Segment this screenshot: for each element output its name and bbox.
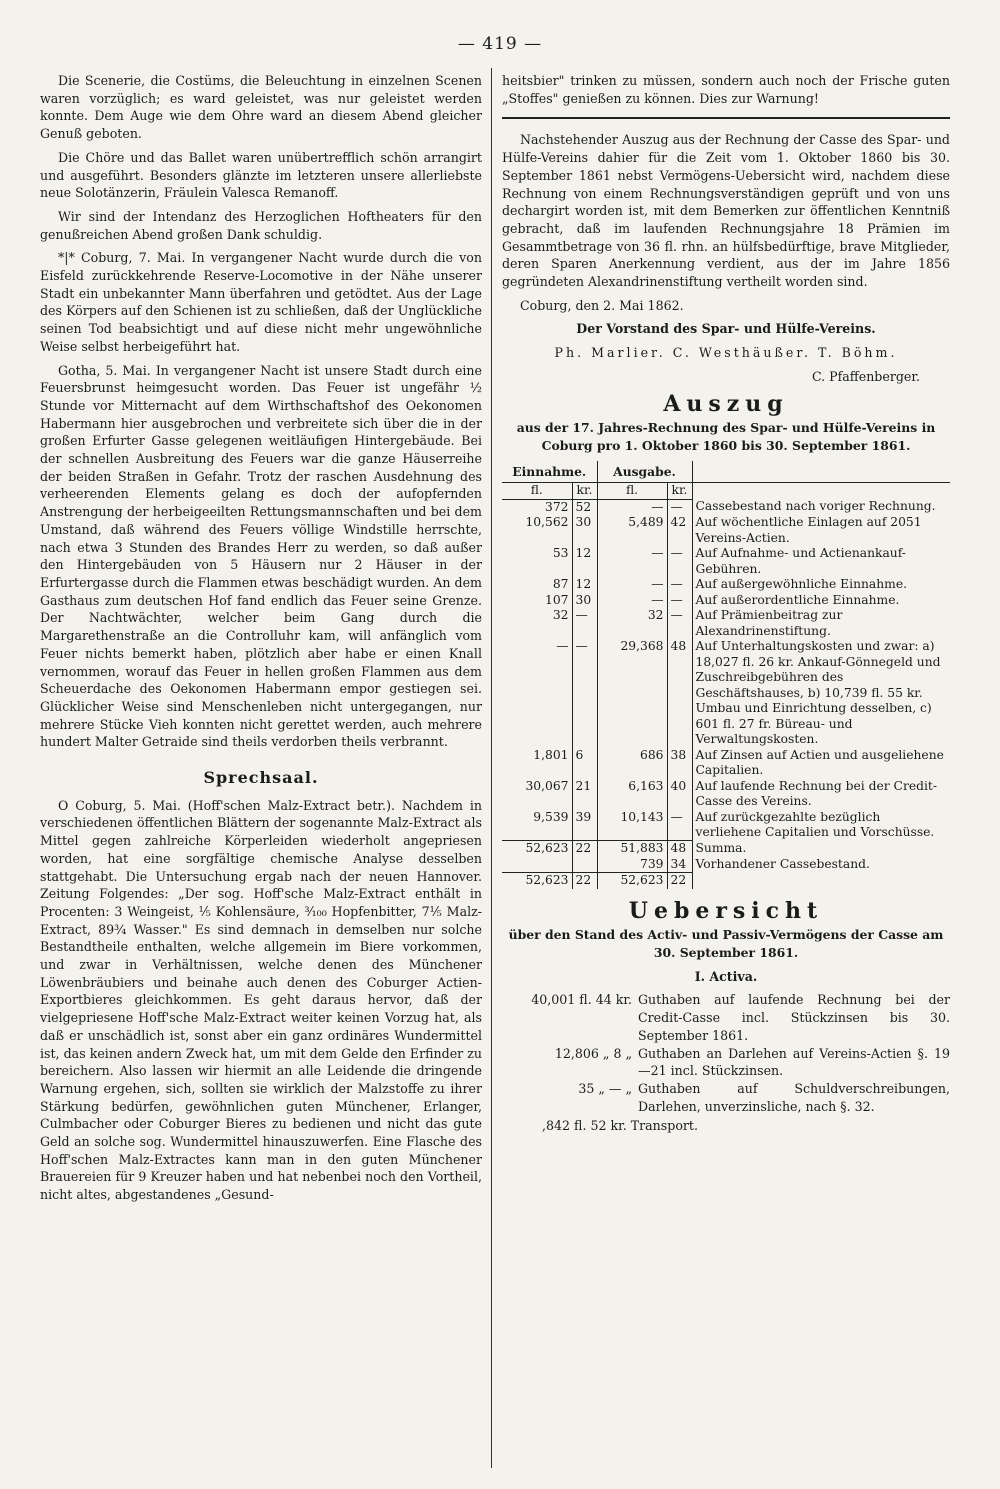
cell-ausgabe-kr: — xyxy=(667,499,692,515)
table-row xyxy=(502,779,950,810)
cell-ausgabe-fl: — xyxy=(597,593,667,609)
cell-ausgabe-kr: — xyxy=(667,546,692,577)
table-body xyxy=(502,499,950,841)
bestand-kr: 34 xyxy=(667,857,692,873)
cell-ausgabe-fl: 686 xyxy=(597,748,667,779)
cell-einnahme-kr: 52 xyxy=(572,499,597,515)
activa-title: I. Activa. xyxy=(694,968,758,984)
cell-description: Cassebestand nach voriger Rechnung. xyxy=(695,499,936,514)
cell-ausgabe-kr: — xyxy=(667,810,692,841)
cell-ausgabe-fl: — xyxy=(597,577,667,593)
activa-amount: 35 „ — „ xyxy=(578,1080,632,1096)
cell-ausgabe-kr: 48 xyxy=(667,639,692,748)
table-row-sum xyxy=(502,841,950,857)
board-title: Der Vorstand des Spar- und Hülfe-Vereins. xyxy=(576,321,876,337)
malz-extract-paragraph: O Coburg, 5. Mai. (Hoff'schen Malz-Extract betr.). Nachdem in verschiedenen öffentlichen Blättern der sogenannte Malz-Extract als Mittel gegen zahlreiche Körperleiden wiederholt angepriesen worden, hat eine sorgfältige chemische Analyse desselben stattgehabt. Die Untersuchung ergab nach der neuen Hannover. Zeitung Folgendes: „Der sog. Hoff'sche Malz-Extract enthält in Procenten: 3 Weingeist, ⅕ Kohlensäure, ³⁄₁₀₀ Hopfenbitter, 7⅕ Malz-Extract, 89¾ Wasser." Es sind demnach in demselben nur solche Bestandtheile enthalten, welche allgemein im Biere vorkommen, und zwar in Verhältnissen, welche denen des Münchener Löwenbräubiers und beinahe auch denen des Coburger Actien-Exportbieres gleichkommen. Es geht daraus hervor, daß der vielgepriesene Hoff'sche Malz-Extract weiter keinen Vorzug hat, als daß er unschädlich ist, sonst aber ein ganz ordinäres Wundermittel ist, das keinen andern Zweck hat, um mit dem Gelde den Erfinder zu bereichern. Also lassen wir hiermit an alle Leidende die dringende Warnung ergehen, sich, sollten sie wirklich der Malzstoffe zu ihrer Stärkung bedürfen, gewöhnlichen guten Münchener, Erlanger, Culmbacher oder Coburger Bieres zu bedienen und nicht das gute Geld an solche sog. Wundermittel hinauszuwerfen. Eine Flasche des Hoff'schen Malz-Extractes kann man in den guten Münchener Brauereien für 9 Kreuzer haben und hat nebenbei noch den Vortheil, nicht altes, abgestandenes „Gesund- xyxy=(40,797,482,1203)
cell-einnahme-kr: 12 xyxy=(572,546,597,577)
cell-einnahme-fl: 1,801 xyxy=(502,748,572,779)
unit-kr: kr. xyxy=(667,483,692,500)
sum-label: Summa. xyxy=(695,840,747,855)
cell-einnahme-fl: 107 xyxy=(502,593,572,609)
auszug-subtitle: aus der 17. Jahres-Rechnung des Spar- und Hülfe-Vereins in Coburg pro 1. Oktober 1860 bis 30. September 1861. xyxy=(516,420,936,453)
cell-einnahme-fl: 32 xyxy=(502,608,572,639)
cell-description: Auf Prämienbeitrag zur Alexandrinenstiftung. xyxy=(695,608,843,638)
coburg-news-paragraph: *|* Coburg, 7. Mai. In vergangener Nacht wurde durch die von Eisfeld zurückkehrende Reserve-Locomotive in der Nähe unserer Stadt ein unbekannter Mann überfahren und getödtet. Aus der Lage des Körpers auf den Schienen ist zu schließen, daß der Unglückliche seinen Tod beabsichtigt und auf diese nicht mehr ungewöhnliche Weise selbst herbeigeführt hat. xyxy=(40,250,482,354)
right-column xyxy=(502,72,950,1141)
table-row xyxy=(502,608,950,639)
unit-kr: kr. xyxy=(572,483,597,500)
header-description xyxy=(692,461,950,483)
cell-description: Auf Aufnahme- und Actienankauf-Gebühren. xyxy=(695,546,906,576)
header-einnahme: Einnahme. xyxy=(502,461,597,483)
table-row xyxy=(502,515,950,546)
activa-list xyxy=(502,991,950,1115)
table-row xyxy=(502,810,950,841)
finance-table xyxy=(502,461,950,889)
header-ausgabe: Ausgabe. xyxy=(597,461,692,483)
sum-einnahme-fl: 52,623 xyxy=(502,841,572,857)
cell-description: Auf zurückgezahlte bezüglich verliehene Capitalien und Vorschüsse. xyxy=(695,809,935,840)
unit-fl: fl. xyxy=(597,483,667,500)
cell-einnahme-fl: 87 xyxy=(502,577,572,593)
cell-ausgabe-kr: — xyxy=(667,608,692,639)
activa-text: Guthaben an Darlehen auf Vereins-Actien §. 19—21 incl. Stückzinsen. xyxy=(638,1045,950,1079)
total-einnahme-fl: 52,623 xyxy=(502,873,572,889)
cell-ausgabe-kr: — xyxy=(667,577,692,593)
table-row xyxy=(502,499,950,515)
cell-ausgabe-fl: 32 xyxy=(597,608,667,639)
total-einnahme-kr: 22 xyxy=(572,873,597,889)
cell-ausgabe-fl: — xyxy=(597,499,667,515)
cell-einnahme-kr: 21 xyxy=(572,779,597,810)
table-row xyxy=(502,748,950,779)
announcement-date: Coburg, den 2. Mai 1862. xyxy=(520,297,684,313)
cell-description: Auf wöchentliche Einlagen auf 2051 Vereins-Actien. xyxy=(695,515,922,545)
cell-description: Auf außergewöhnliche Einnahme. xyxy=(695,577,908,592)
board-names-2: C. Pfaffenberger. xyxy=(811,368,920,384)
cell-ausgabe-fl: — xyxy=(597,546,667,577)
cell-ausgabe-kr: 38 xyxy=(667,748,692,779)
table-row xyxy=(502,639,950,748)
total-ausgabe-kr: 22 xyxy=(667,873,692,889)
cell-ausgabe-fl: 29,368 xyxy=(597,639,667,748)
cell-einnahme-fl: 372 xyxy=(502,499,572,515)
section-heading-sprechsaal: Sprechsaal. xyxy=(203,768,319,788)
continued-paragraph: heitsbier" trinken zu müssen, sondern auch noch der Frische guten „Stoffes" genießen zu können. Dies zur Warnung! xyxy=(502,73,950,106)
transport-line: ,842 fl. 52 kr. Transport. xyxy=(542,1118,698,1134)
cell-einnahme-kr: 12 xyxy=(572,577,597,593)
cell-ausgabe-fl: 6,163 xyxy=(597,779,667,810)
activa-item xyxy=(502,991,950,1044)
activa-text: Guthaben auf Schuldverschreibungen, Darlehen, unverzinsliche, nach §. 32. xyxy=(638,1080,950,1114)
theater-paragraph-1: Die Scenerie, die Costüms, die Beleuchtung in einzelnen Scenen waren vorzüglich; es ward geleistet, was nur geleistet werden konnte. Dem Auge wie dem Ohre ward an diesem Abend gleicher Genuß geboten. xyxy=(40,73,482,142)
activa-item xyxy=(502,1045,950,1080)
bestand-label: Vorhandener Cassebestand. xyxy=(695,856,870,871)
cell-einnahme-kr: 6 xyxy=(572,748,597,779)
column-divider xyxy=(491,68,492,1468)
cell-einnahme-kr: 39 xyxy=(572,810,597,841)
activa-text: Guthaben auf laufende Rechnung bei der Credit-Casse incl. Stückzinsen bis 30. September 1861. xyxy=(638,992,950,1043)
announcement-paragraph: Nachstehender Auszug aus der Rechnung der Casse des Spar- und Hülfe-Vereins dahier für die Zeit vom 1. Oktober 1860 bis 30. September 1861 nebst Vermögens-Uebersicht wird, nachdem diese Rechnung von einem Rechnungsverständigen geprüft und von uns dechargirt worden ist, mit dem Bemerken zur öffentlichen Kenntniß gebracht, daß im laufenden Rechnungsjahre 18 Prämien im Gesammtbetrage von 36 fl. rhn. an hülfsbedürftige, brave Mitglieder, deren Sparen Anerkennung verdient, aus der im Jahre 1856 gegründeten Alexandrinenstiftung vertheilt worden sind. xyxy=(502,132,950,290)
uebersicht-subtitle: über den Stand des Activ- und Passiv-Vermögens der Casse am 30. September 1861. xyxy=(508,927,944,961)
cell-einnahme-fl: 30,067 xyxy=(502,779,572,810)
cell-einnahme-fl: 53 xyxy=(502,546,572,577)
cell-description: Auf Zinsen auf Actien und ausgeliehene Capitalien. xyxy=(695,747,944,778)
activa-amount: 12,806 „ 8 „ xyxy=(554,1045,632,1061)
sum-ausgabe-fl: 51,883 xyxy=(597,841,667,857)
auszug-title: Auszug xyxy=(663,390,789,417)
activa-item xyxy=(502,1080,950,1115)
table-row xyxy=(502,577,950,593)
cell-ausgabe-fl: 5,489 xyxy=(597,515,667,546)
gotha-news-paragraph: Gotha, 5. Mai. In vergangener Nacht ist unsere Stadt durch eine Feuersbrunst heimgesucht worden. Das Feuer ist ungefähr ½ Stunde vor Mitternacht auf dem Wirthschaftshof des Oekonomen Habermann hier ausgebrochen und verbreitete sich über die in der großen Erfurter Gasse gelegenen weitläufigen Hintergebäude. Bei der schnellen Ausbreitung des Feuers war die ganze Häuserreihe der beiden Straßen in Gefahr. Trotz der raschen Ausdehnung des verheerenden Elements gelang es doch der aufopfernden Anstrengung der herbeigeeilten Rettungsmannschaften und bei dem Umstand, daß während des Feuers völlige Windstille herrschte, nach etwa 3 Stunden des Brandes Herr zu werden, so daß außer den Hintergebäuden von 5 Häusern nur 2 Häuser in der Erfurtergasse durch die Flammen etwas beschädigt wurden. An dem Gasthaus zum deutschen Hof fand endlich das Feuer seine Grenze. Der Nachtwächter, welcher beim Gang durch die Margarethenstraße an die Controlluhr kam, will anfänglich vom Feuer nichts bemerkt haben, plötzlich aber habe er einen Knall vernommen, worauf das Feuer in hellen großen Flammen aus dem Scheuerdache des Oekonomen Habermann empor gestiegen sei. Glücklicher Weise sind Menschenleben nicht untergegangen, nur mehrere Stücke Vieh konnten nicht gerettet werden, auch mehrere hundert Malter Getraide sind theils verdorben theils verbrannt. xyxy=(40,362,482,750)
cell-einnahme-fl: — xyxy=(502,639,572,748)
cell-einnahme-kr: 30 xyxy=(572,593,597,609)
sum-einnahme-kr: 22 xyxy=(572,841,597,857)
cell-description: Auf Unterhaltungskosten und zwar: a) 18,027 fl. 26 kr. Ankauf-Gönnegeld und Zuschreibgebühren des Geschäftshauses, b) 10,739 fl. 55 kr. Umbau und Einrichtung desselben, c) 601 fl. 27 fr. Büreau- und Verwaltungskosten. xyxy=(695,639,941,747)
cell-ausgabe-kr: 42 xyxy=(667,515,692,546)
unit-fl: fl. xyxy=(502,483,572,500)
cell-einnahme-kr: — xyxy=(572,639,597,748)
cell-description: Auf laufende Rechnung bei der Credit-Casse des Vereins. xyxy=(695,778,938,809)
table-row-bestand xyxy=(502,857,950,873)
theater-paragraph-3: Wir sind der Intendanz des Herzoglichen Hoftheaters für den genußreichen Abend großen Dank schuldig. xyxy=(40,208,482,242)
theater-paragraph-2: Die Chöre und das Ballet waren unübertrefflich schön arrangirt und ausgeführt. Besonders glänzte im letzteren unsere allerliebste neue Solotänzerin, Fräulein Valesca Remanoff. xyxy=(40,149,482,201)
board-names-1: Ph. Marlier. C. Westhäußer. T. Böhm. xyxy=(554,345,898,361)
cell-einnahme-kr: 30 xyxy=(572,515,597,546)
cell-description: Auf außerordentliche Einnahme. xyxy=(695,592,900,607)
cell-ausgabe-fl: 10,143 xyxy=(597,810,667,841)
activa-amount: 40,001 fl. 44 kr. xyxy=(531,992,632,1008)
table-row xyxy=(502,546,950,577)
table-row-total xyxy=(502,873,950,889)
cell-ausgabe-kr: — xyxy=(667,593,692,609)
horizontal-rule xyxy=(502,117,950,119)
sum-ausgabe-kr: 48 xyxy=(667,841,692,857)
cell-einnahme-fl: 10,562 xyxy=(502,515,572,546)
total-ausgabe-fl: 52,623 xyxy=(597,873,667,889)
table-row xyxy=(502,593,950,609)
left-column xyxy=(40,72,482,1210)
uebersicht-title: Uebersicht xyxy=(628,897,824,924)
cell-ausgabe-kr: 40 xyxy=(667,779,692,810)
bestand-fl: 739 xyxy=(597,857,667,873)
cell-einnahme-kr: — xyxy=(572,608,597,639)
cell-einnahme-fl: 9,539 xyxy=(502,810,572,841)
page-number: — 419 — xyxy=(457,34,543,54)
